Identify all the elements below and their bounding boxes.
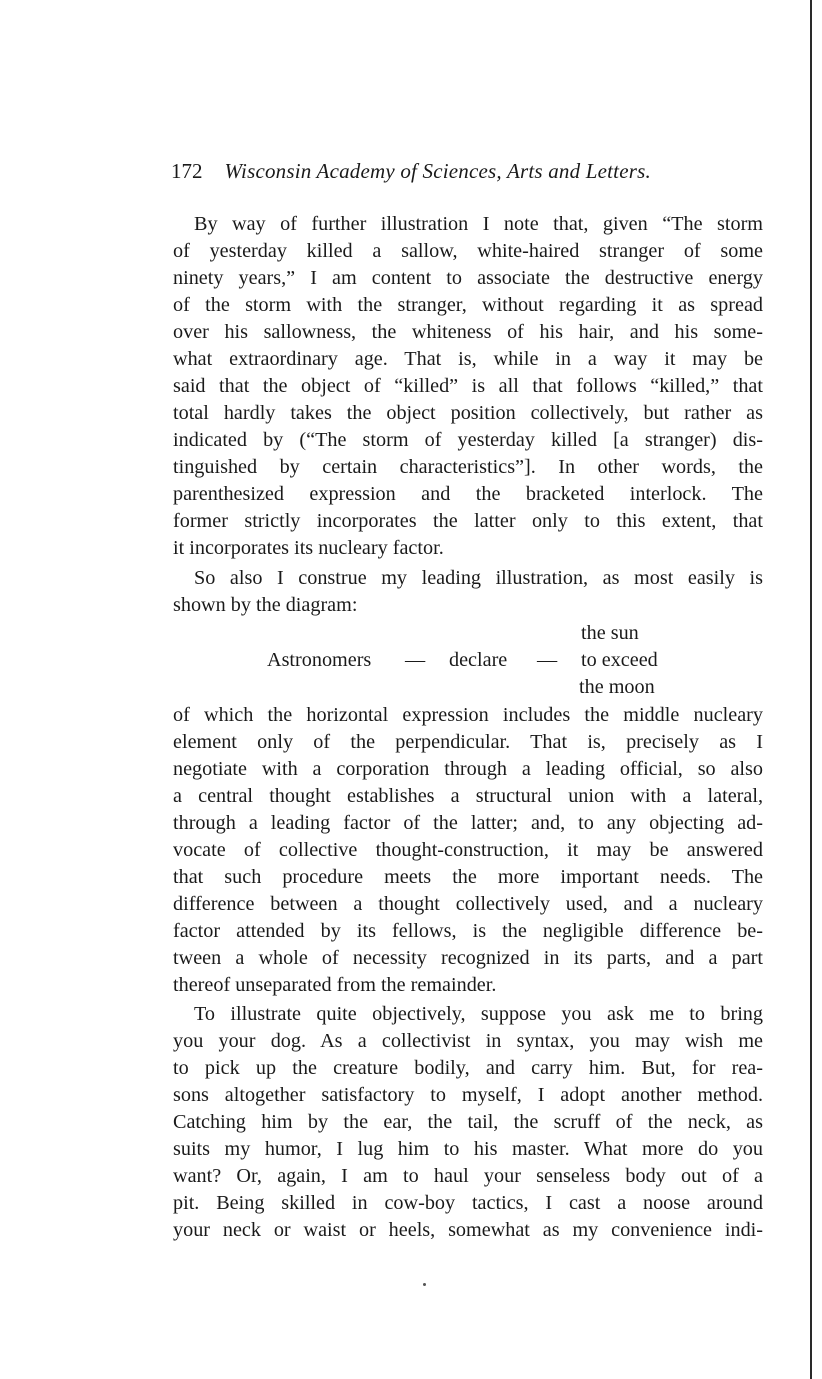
page-number: 172: [171, 159, 203, 183]
text-line: indicated by (“The storm of yesterday killed [a stranger) dis-: [173, 429, 763, 451]
text-line: tween a whole of necessity recognized in its parts, and a part: [173, 947, 763, 969]
text-line: shown by the diagram:: [173, 594, 358, 616]
text-line: over his sallowness, the whiteness of his hair, and his some-: [173, 321, 763, 343]
text-line: a central thought establishes a structural union with a lateral,: [173, 785, 763, 807]
text-line: To illustrate quite objectively, suppose you ask me to bring: [194, 1003, 763, 1025]
text-line: element only of the perpendicular. That is, precisely as I: [173, 731, 763, 753]
text-line: of which the horizontal expression includes the middle nucleary: [173, 704, 763, 726]
text-line: you your dog. As a collectivist in syntax, you may wish me: [173, 1030, 763, 1052]
diagram-dash: —: [405, 649, 426, 671]
text-line: pit. Being skilled in cow-boy tactics, I cast a noose around: [173, 1192, 763, 1214]
diagram-dash: —: [537, 649, 558, 671]
text-line: want? Or, again, I am to haul your senseless body out of a: [173, 1165, 763, 1187]
diagram-subject: Astronomers: [267, 649, 372, 671]
text-line: ninety years,” I am content to associate the destructive energy: [173, 267, 763, 289]
text-line: your neck or waist or heels, somewhat as my convenience indi-: [173, 1219, 763, 1241]
text-line: to pick up the creature bodily, and carry him. But, for rea-: [173, 1057, 763, 1079]
diagram-middle-item: to exceed: [581, 649, 658, 671]
text-line: of yesterday killed a sallow, white-haired stranger of some: [173, 240, 763, 262]
text-line: So also I construe my leading illustration, as most easily is: [194, 567, 763, 589]
scan-page-edge: [810, 0, 812, 1379]
text-line: Catching him by the ear, the tail, the scruff of the neck, as: [173, 1111, 763, 1133]
text-line: through a leading factor of the latter; and, to any objecting ad-: [173, 812, 763, 834]
text-line: sons altogether satisfactory to myself, I adopt another method.: [173, 1084, 763, 1106]
text-line: of the storm with the stranger, without regarding it as spread: [173, 294, 763, 316]
diagram-top-item: the sun: [581, 622, 639, 644]
text-line: negotiate with a corporation through a leading official, so also: [173, 758, 763, 780]
text-line: parenthesized expression and the bracketed interlock. The: [173, 483, 763, 505]
text-line: factor attended by its fellows, is the negligible difference be-: [173, 920, 763, 942]
text-line: total hardly takes the object position collectively, but rather as: [173, 402, 763, 424]
text-line: that such procedure meets the more important needs. The: [173, 866, 763, 888]
text-line: By way of further illustration I note that, given “The storm: [194, 213, 763, 235]
text-line: difference between a thought collectively used, and a nucleary: [173, 893, 763, 915]
text-line: thereof unseparated from the remainder.: [173, 974, 497, 996]
text-line: former strictly incorporates the latter only to this extent, that: [173, 510, 763, 532]
text-line: said that the object of “killed” is all that follows “killed,” that: [173, 375, 763, 397]
text-line: it incorporates its nucleary factor.: [173, 537, 444, 559]
running-title: Wisconsin Academy of Sciences, Arts and Letters.: [224, 159, 651, 183]
running-header: [171, 156, 711, 186]
text-line: what extraordinary age. That is, while in a way it may be: [173, 348, 763, 370]
diagram-verb: declare: [449, 649, 508, 671]
text-line: tinguished by certain characteristics”]. In other words, the: [173, 456, 763, 478]
text-line: vocate of collective thought-construction, it may be answered: [173, 839, 763, 861]
diagram-bottom-item: the moon: [579, 676, 655, 698]
text-line: suits my humor, I lug him to his master. What more do you: [173, 1138, 763, 1160]
scan-speck: [423, 1283, 426, 1286]
